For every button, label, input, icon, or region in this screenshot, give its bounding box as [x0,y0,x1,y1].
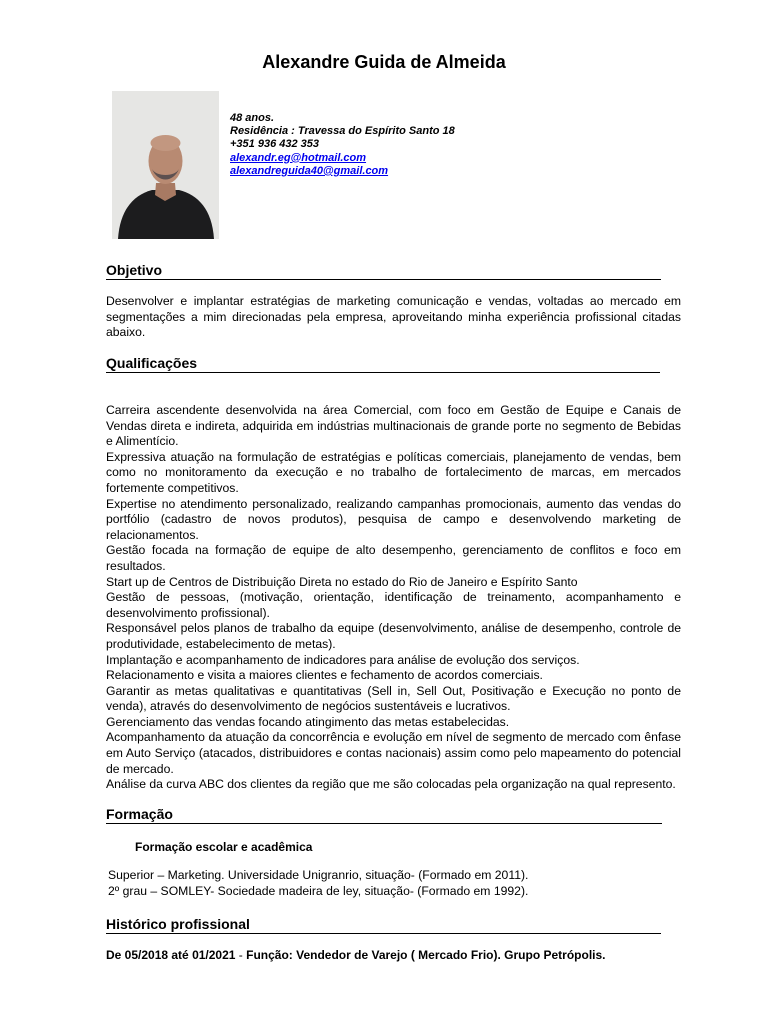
education-subtitle: Formação escolar e acadêmica [135,840,313,854]
qualification-item: Gerenciamento das vendas focando atingimento das metas estabelecidas. [106,714,510,729]
candidate-name: Alexandre Guida de Almeida [262,52,506,72]
qualification-item: Relacionamento e visita a maiores clientes e fechamento de acordos comerciais. [106,668,543,683]
email-link-hotmail[interactable]: alexandr.eg@hotmail.com [230,151,367,164]
contact-block [230,112,455,178]
job-period: De 05/2018 até 01/2021 [106,948,236,962]
section-heading-history: Histórico profissional [106,916,661,934]
qualification-item: Carreira ascendente desenvolvida na área Comercial, com foco em Gestão de Equipe e Canais de Vendas direta e indireta, adquirida em indústrias multinacionais de grande porte no segmento de Bebidas e Alimentício. [106,403,681,449]
section-heading-education: Formação [106,806,662,824]
section-heading-qualifications: Qualificações [106,355,660,373]
job-entry [106,948,606,962]
age-text: 48 anos. [230,112,275,124]
qualification-item: Expertise no atendimento personalizado, realizando campanhas promocionais, aumento das vendas do portfólio (cadastro de novos produtos), pesquisa de campo e desenvolvendo marketing de relacionamentos. [106,496,681,542]
job-role: Função: Vendedor de Varejo ( Mercado Frio). Grupo Petrópolis. [246,948,606,962]
qualification-item: Responsável pelos planos de trabalho da equipe (desenvolvimento, análise de desempenho, controle de produtividade, estabelecimento de metas). [106,621,681,651]
qualification-item: Gestão focada na formação de equipe de alto desempenho, gerenciamento de conflitos e foco em resultados. [106,543,681,573]
qualification-item: Gestão de pessoas, (motivação, orientação, identificação de treinamento, acompanhamento e desenvolvimento profissional). [106,590,681,620]
education-item: 2º grau – SOMLEY- Sociedade madeira de ley, situação- (Formado em 1992). [108,883,529,898]
objective-text: Desenvolver e implantar estratégias de marketing comunicação e vendas, voltadas ao mercado em segmentações a mim direcionadas pela empresa, aproveitando minha experiência profissional citadas abaixo. [106,294,681,340]
education-list [108,868,528,899]
person-photo-icon [112,91,219,239]
qualification-item: Start up de Centros de Distribuição Direta no estado do Rio de Janeiro e Espírito Santo [106,574,578,589]
profile-photo [112,91,219,239]
qualification-item: Implantação e acompanhamento de indicadores para análise de evolução dos serviços. [106,652,580,667]
qualification-item: Acompanhamento da atuação da concorrência e evolução em nível de segmento de mercado com ênfase em Auto Serviço (atacados, distribuidores e contas nacionais) assim como pelo mapeamento do potencial de mercado. [106,730,681,776]
phone-text: +351 936 432 353 [230,138,320,151]
section-heading-objective: Objetivo [106,262,661,280]
residence-text: Residência : Travessa do Espírito Santo 18 [230,125,455,138]
qualification-item: Garantir as metas qualitativas e quantitativas (Sell in, Sell Out, Positivação e Execução no ponto de venda), através do desenvolvimento de negócios sustentáveis e lucrativos. [106,683,681,714]
email-link-gmail[interactable]: alexandreguida40@gmail.com [230,164,389,177]
qualifications-list [106,403,681,793]
qualification-item: Análise da curva ABC dos clientes da região que me são colocadas pela organização na qual represento. [106,777,676,792]
education-item: Superior – Marketing. Universidade Unigranrio, situação- (Formado em 2011). [108,868,529,882]
job-separator: - [235,948,247,962]
qualification-item: Expressiva atuação na formulação de estratégias e políticas comerciais, planejamento de vendas, bem como no monitoramento da execução e no trabalho de fortalecimento de marcas, em mercados fortemente competitivos. [106,449,681,495]
